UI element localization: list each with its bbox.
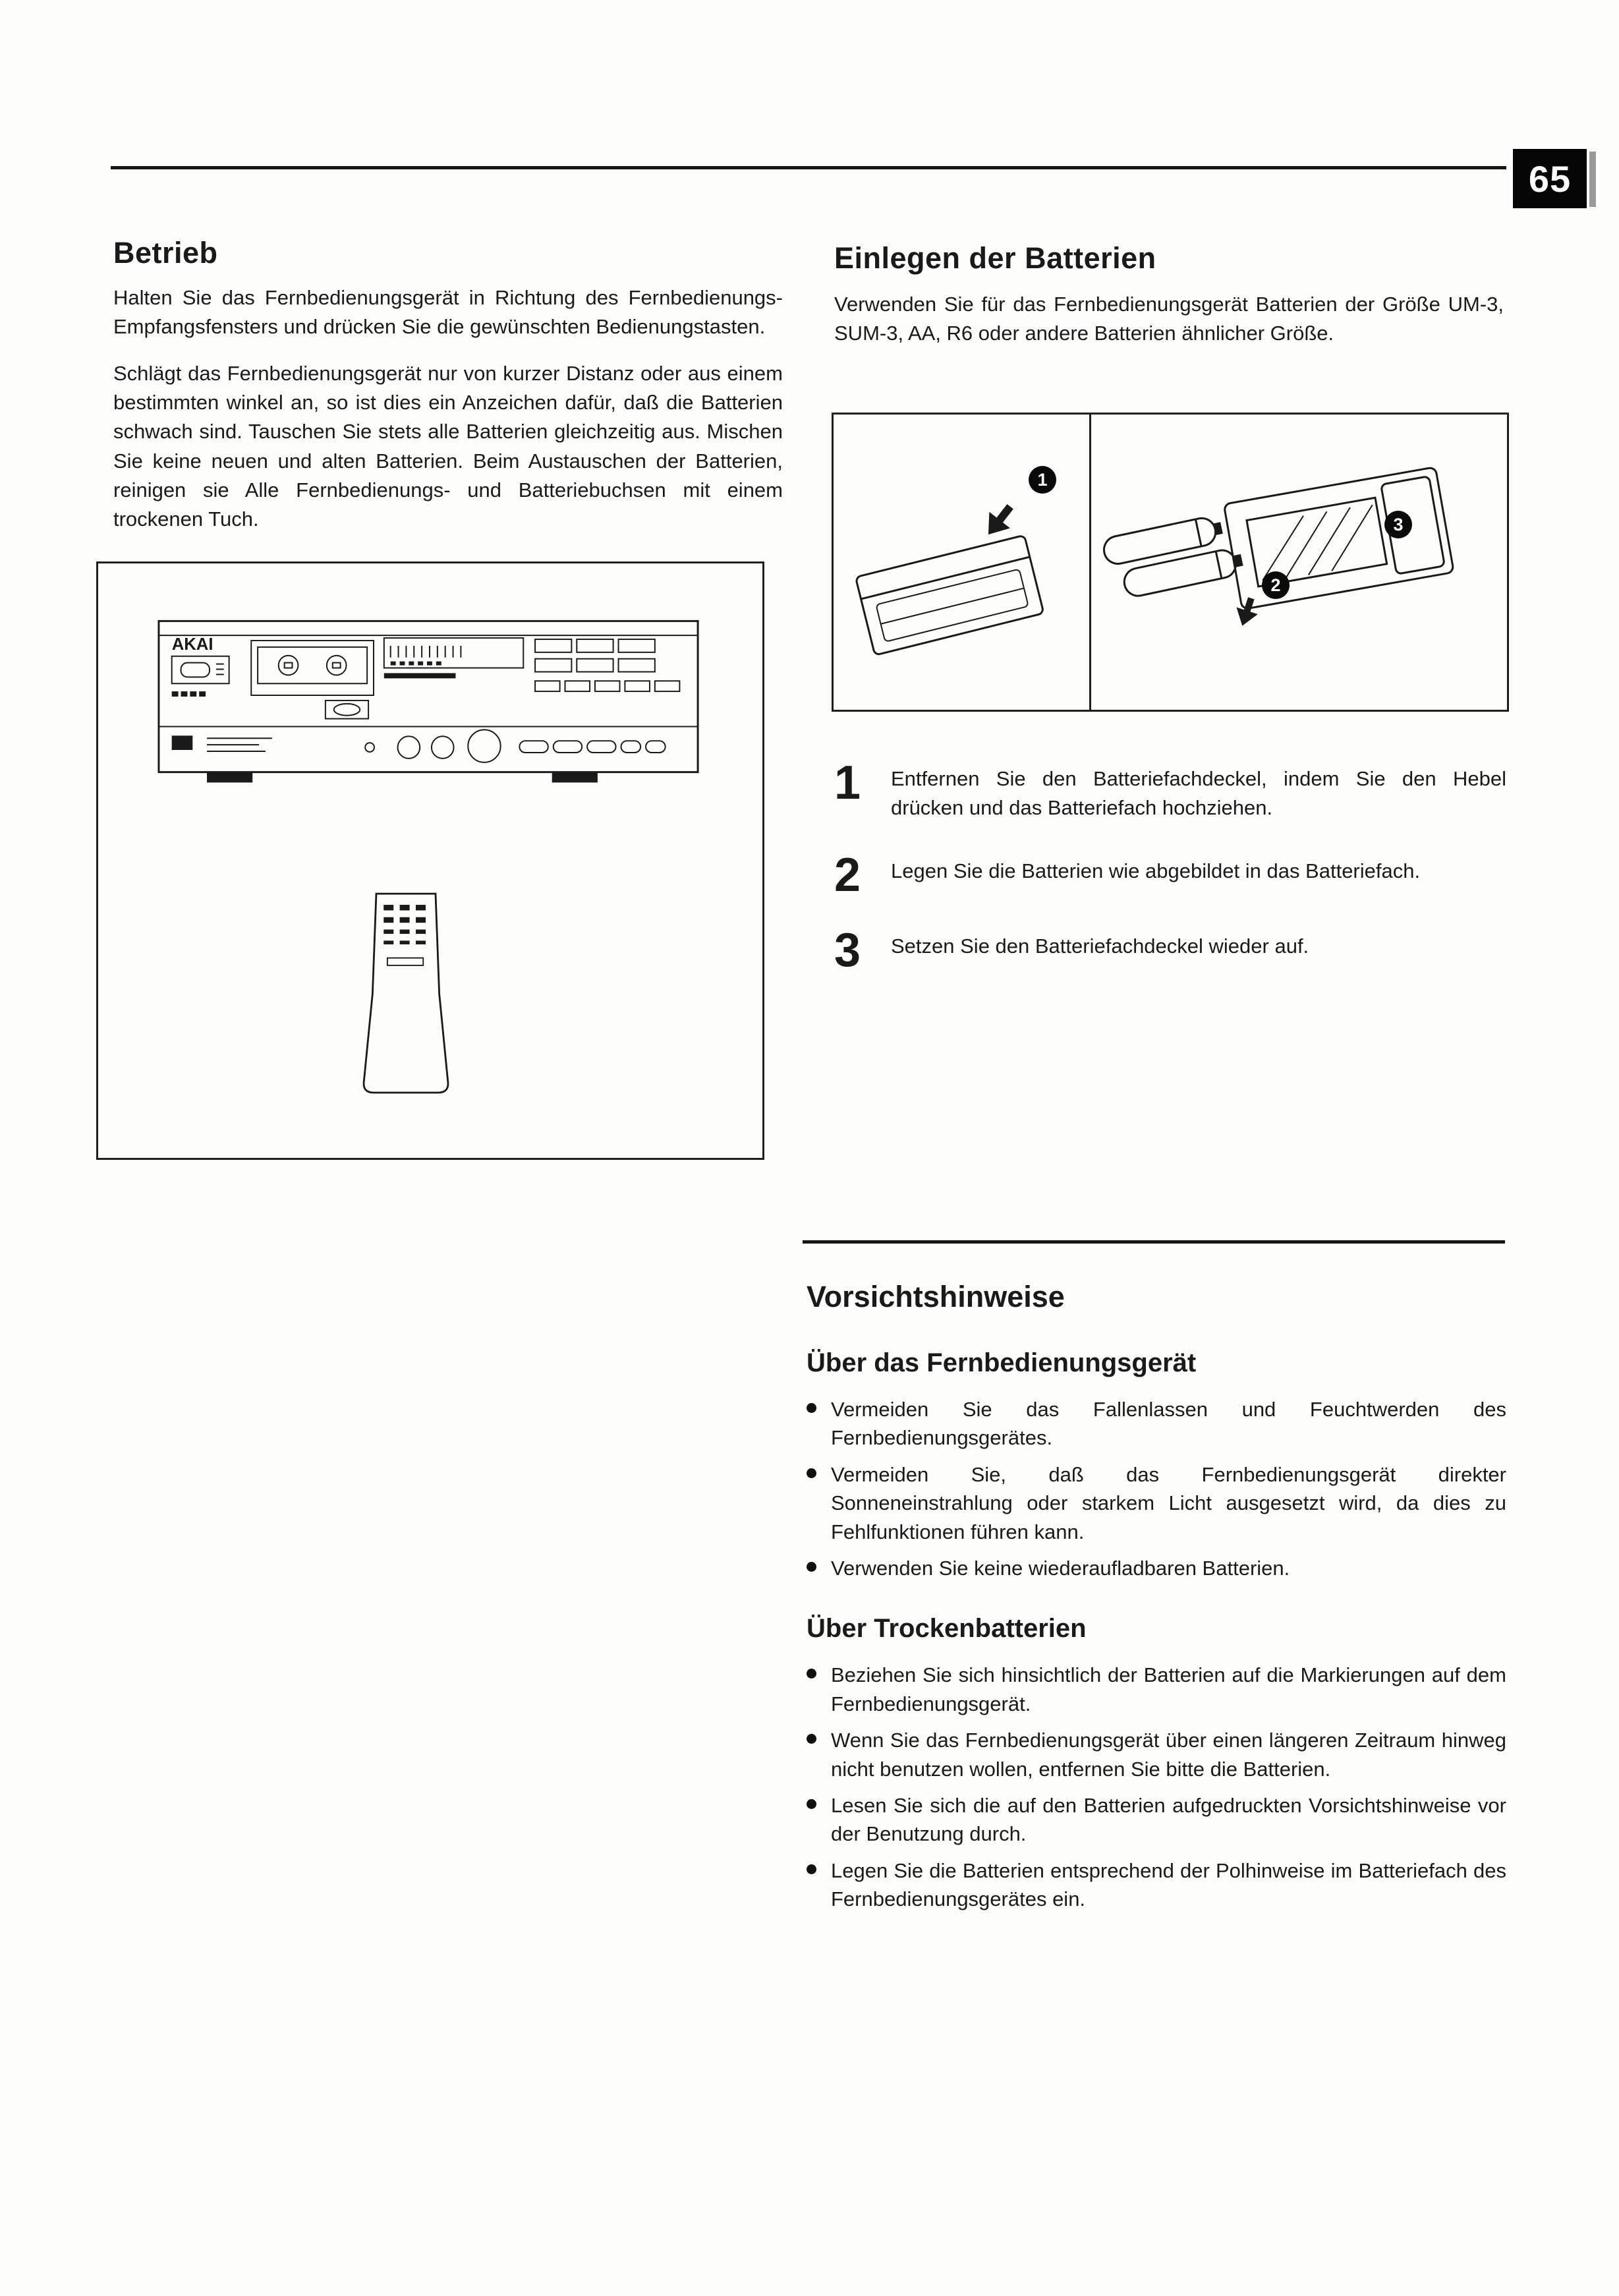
cautions-section	[807, 1280, 1506, 1921]
step-text-2: Legen Sie die Batterien wie abgebildet in das Batteriefach.	[891, 859, 1421, 883]
step-text-1: Entfernen Sie den Batteriefachdeckel, indem Sie den Hebel drücken und das Batteriefach hochziehen.	[891, 767, 1506, 820]
bullet-text: Vermeiden Sie, daß das Fernbedienungsgerät direkter Sonneneinstrahlung oder starkem Licht ausgesetzt wird, da dies zu Fehlfunktionen führen kann.	[831, 1462, 1506, 1543]
step-text-3: Setzen Sie den Batteriefachdeckel wieder auf.	[891, 934, 1309, 958]
list-item	[807, 1460, 1506, 1546]
step-number-3: 3	[834, 924, 861, 977]
list-item	[807, 1856, 1506, 1914]
deck-and-remote-figure	[96, 561, 764, 1160]
bullet-icon	[807, 1403, 816, 1413]
figure-panel-divider	[1089, 415, 1091, 710]
einlegen-section	[834, 241, 1504, 349]
step-row-3	[834, 924, 1506, 977]
step-number-2: 2	[834, 849, 861, 902]
list-item	[807, 1661, 1506, 1718]
betrieb-section	[113, 236, 783, 534]
battery-insertion-figure	[832, 413, 1509, 712]
einlegen-heading: Einlegen der Batterien	[834, 241, 1156, 275]
battery-open-lid-illustration	[834, 415, 1089, 706]
figure-step-badge-3: 3	[1384, 511, 1412, 538]
page-number: 65	[1513, 149, 1587, 208]
bullet-icon	[807, 1562, 816, 1572]
list-item	[807, 1726, 1506, 1783]
battery-cautions-subsection	[807, 1614, 1506, 1913]
remote-cautions-heading: Über das Fernbedienungsgerät	[807, 1348, 1197, 1377]
list-item	[807, 1395, 1506, 1452]
bullet-icon	[807, 1734, 816, 1744]
figure-step-badge-2: 2	[1262, 571, 1290, 599]
battery-cautions-heading: Über Trockenbatterien	[807, 1614, 1087, 1644]
bullet-icon	[807, 1799, 816, 1809]
bullet-text: Legen Sie die Batterien entsprechend der Polhinweise im Batteriefach des Fernbedienungsgerätes ein.	[831, 1858, 1506, 1911]
remote-cautions-subsection	[807, 1348, 1506, 1582]
step-number-1: 1	[834, 757, 861, 809]
betrieb-paragraph-2: Schlägt das Fernbedienungsgerät nur von kurzer Distanz oder aus einem bestimmten winkel an, so ist dies ein Anzeichen dafür, daß die Batterien schwach sind. Tauschen Sie stets alle Batterien gleichzeitig aus. Mischen Sie keine neuen und alten Batterien. Beim Austauschen der Batterien, reinigen sie Alle Fernbedienungs- und Batteriebuchsen mit einem trockenen Tuch.	[113, 361, 783, 531]
battery-steps	[834, 757, 1506, 1004]
top-rule	[111, 166, 1506, 169]
bullet-icon	[807, 1669, 816, 1679]
cassette-deck-illustration	[155, 598, 702, 795]
bullet-icon	[807, 1468, 816, 1478]
betrieb-heading: Betrieb	[113, 236, 218, 270]
remote-control-illustration	[356, 885, 455, 1103]
cautions-divider-rule	[803, 1240, 1505, 1244]
bullet-text: Verwenden Sie keine wiederaufladbaren Batterien.	[831, 1556, 1290, 1580]
deck-brand-label: AKAI	[171, 635, 213, 654]
bullet-text: Vermeiden Sie das Fallenlassen und Feuchtwerden des Fernbedienungsgerätes.	[831, 1398, 1506, 1450]
bullet-text: Wenn Sie das Fernbedienungsgerät über einen längeren Zeitraum hinweg nicht benutzen wollen, entfernen Sie bitte die Batterien.	[831, 1729, 1506, 1781]
bullet-text: Lesen Sie sich die auf den Batterien aufgedruckten Vorsichtshinweise vor der Benutzung durch.	[831, 1793, 1506, 1846]
einlegen-intro: Verwenden Sie für das Fernbedienungsgerät Batterien der Größe UM-3, SUM-3, AA, R6 oder andere Batterien ähnlicher Größe.	[834, 293, 1504, 345]
figure-step-badge-1: 1	[1029, 466, 1056, 494]
step-row-2	[834, 849, 1506, 902]
list-item	[807, 1791, 1506, 1849]
bullet-icon	[807, 1864, 816, 1874]
betrieb-paragraph-1: Halten Sie das Fernbedienungsgerät in Richtung des Fernbedienungs-Empfangsfensters und drücken Sie die gewünschten Bedienungstasten.	[113, 286, 783, 339]
bullet-text: Beziehen Sie sich hinsichtlich der Batterien auf die Markierungen auf dem Fernbedienungsgerät.	[831, 1663, 1506, 1715]
battery-compartment-illustration	[1092, 415, 1506, 706]
cautions-heading: Vorsichtshinweise	[807, 1280, 1065, 1313]
page-edge-mark	[1589, 152, 1596, 207]
list-item	[807, 1554, 1506, 1582]
step-row-1	[834, 757, 1506, 822]
